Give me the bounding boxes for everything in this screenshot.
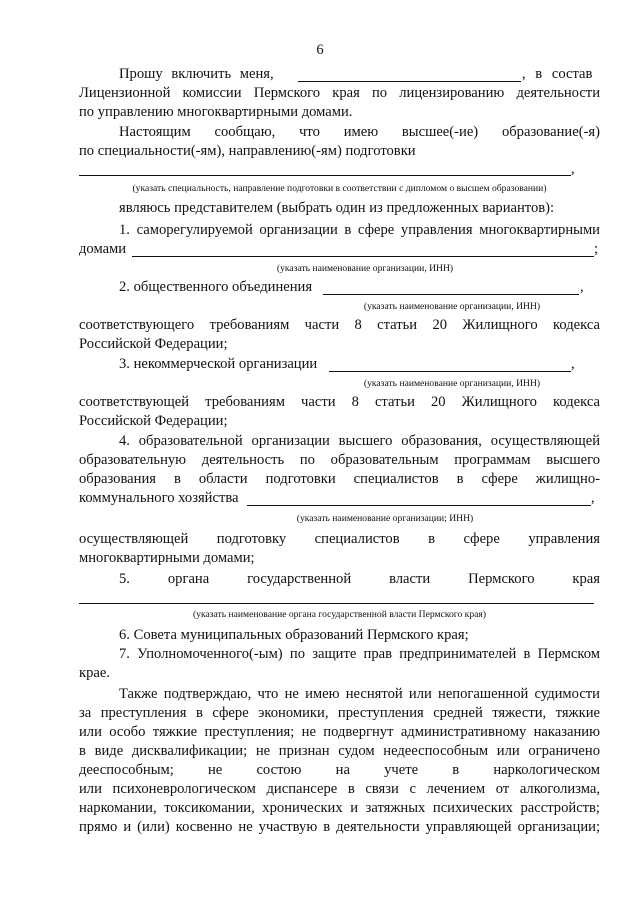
punctuation: , (571, 356, 575, 372)
paragraph-line: являюсь представителем (выбрать один из предложенных вариантов): (119, 200, 555, 216)
option-line: многоквартирными домами; (79, 550, 255, 566)
option-line: 1. саморегулируемой организации в сфере управления многоквартирными (119, 222, 600, 238)
punctuation: , (591, 490, 595, 506)
option-line: 5. органа государственной власти Пермского края (119, 571, 600, 587)
option-line: 3. некоммерческой организации (119, 356, 318, 372)
option-line: осуществляющей подготовку специалистов в сфере управления (79, 531, 600, 547)
option-line: образования в области подготовки специалистов в сфере жилищно- (79, 471, 600, 487)
paragraph-line: Также подтверждаю, что не имею неснятой или непогашенной судимости (119, 686, 600, 702)
authority-fill-line (79, 603, 594, 604)
request-intro-end: , в состав (522, 66, 593, 82)
option-line: Российской Федерации; (79, 336, 228, 352)
punctuation: , (571, 161, 575, 177)
paragraph-line: или особо тяжкие преступления; не подвергнут административному наказанию (79, 724, 600, 740)
punctuation: ; (594, 241, 599, 257)
organization-fill-line (247, 505, 591, 506)
option-line: домами (79, 241, 127, 257)
option-line: 7. Уполномоченного(-ым) по защите прав предпринимателей в Пермском (119, 646, 600, 662)
request-intro: Прошу включить меня, (119, 66, 274, 82)
organization-fill-line (323, 294, 579, 295)
paragraph-line: Настоящим сообщаю, что имею высшее(-ие) образование(-я) (119, 124, 600, 140)
punctuation: , (580, 279, 584, 295)
option-line: 2. общественного объединения (119, 279, 313, 295)
option-line: Российской Федерации; (79, 413, 228, 429)
field-caption: (указать наименование организации; ИНН) (296, 513, 474, 524)
option-line: 4. образовательной организации высшего образования, осуществляющей (119, 433, 600, 449)
name-fill-line (298, 81, 521, 82)
paragraph-line: в виде дисквалификации; не признан судом недееспособным или ограничено (79, 743, 600, 759)
paragraph-line: по управлению многоквартирными домами. (79, 104, 353, 120)
paragraph-line: дееспособным; не состою на учете в наркологическом (79, 762, 600, 778)
option-line: коммунального хозяйства (79, 490, 239, 506)
field-caption: (указать наименование организации, ИНН) (276, 263, 454, 274)
page-number: 6 (316, 42, 324, 58)
option-line: образовательную деятельность по образовательным программам высшего (79, 452, 600, 468)
field-caption: (указать наименование организации, ИНН) (363, 378, 541, 389)
paragraph-line: за преступления в сфере экономики, преступления средней тяжести, тяжкие (79, 705, 600, 721)
option-line: крае. (79, 665, 110, 681)
organization-fill-line (329, 371, 571, 372)
option-line: соответствующей требованиям части 8 статьи 20 Жилищного кодекса (79, 394, 600, 410)
paragraph-line: прямо и (или) косвенно не участвую в деятельности управляющей организации; (79, 819, 600, 835)
paragraph-line: по специальности(-ям), направлению(-ям) подготовки (79, 143, 416, 159)
option-line: 6. Совета муниципальных образований Пермского края; (119, 627, 469, 643)
field-caption: (указать наименование органа государственной власти Пермского края) (192, 609, 487, 620)
paragraph-line: наркомании, токсикомании, хронических и затяжных психических расстройств; (79, 800, 600, 816)
paragraph-line: Лицензионной комиссии Пермского края по лицензированию деятельности (79, 85, 600, 101)
field-caption: (указать наименование организации, ИНН) (363, 301, 541, 312)
field-caption: (указать специальность, направление подготовки в соответствии с дипломом о высшем образовании) (132, 183, 547, 194)
organization-fill-line (132, 256, 594, 257)
option-line: соответствующего требованиям части 8 статьи 20 Жилищного кодекса (79, 317, 600, 333)
paragraph-line: или психоневрологическом диспансере в связи с лечением от алкоголизма, (79, 781, 600, 797)
specialty-fill-line (79, 175, 571, 176)
